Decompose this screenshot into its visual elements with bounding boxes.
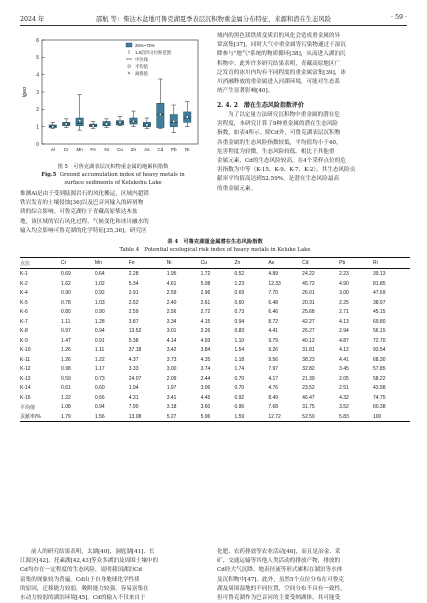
- x-tick-label: Ri: [185, 147, 190, 152]
- table-cell: 2.09: [166, 375, 177, 382]
- table-cell: 20.31: [302, 299, 315, 306]
- table-cell: 1.22: [94, 356, 105, 363]
- table-cell: K-9: [20, 337, 28, 344]
- table-row: [20, 393, 410, 403]
- x-tick-label: As: [144, 147, 150, 152]
- figure-caption-cn: 图 5 可鲁克湖表层沉积物重金属的地累积指数: [57, 164, 169, 170]
- table-cell: 4.35: [200, 356, 211, 363]
- table-cell: 100: [373, 412, 410, 422]
- y-tick-label: 0: [36, 141, 39, 148]
- table-cell: K-6: [20, 309, 28, 316]
- table-cell: 4.93: [200, 337, 211, 344]
- table-cell: 52.59: [302, 412, 339, 422]
- text-line: 输入均会影响可鲁克湖的化学特征[35,36]。研究区: [20, 227, 147, 234]
- table-cell: 6.46: [268, 309, 279, 316]
- mean-marker: [146, 124, 148, 126]
- table-cell: 0.59: [61, 375, 71, 382]
- table-row: [20, 317, 410, 327]
- table-cell: 7.68: [268, 404, 279, 411]
- text-line: 域内的黑色镁铁质变质岩的风化会造成重金属的异: [217, 33, 341, 39]
- table-cell: 39.13: [372, 271, 386, 278]
- table-row: [20, 288, 410, 298]
- table-cell: 0.97: [61, 328, 71, 335]
- table-cell: K-15: [20, 394, 31, 401]
- text-line: 质的综合影响。可鲁克湖位于青藏高原柴达木盆: [20, 209, 138, 216]
- table-cell: 31.81: [302, 347, 315, 354]
- table-cell: 0.70: [234, 375, 245, 382]
- table-cell: K-11: [20, 356, 31, 363]
- table-cell: 2.40: [166, 299, 177, 306]
- table-title-en: Table 4 Potential ecological risk index of heavy metals in Keluke Lake: [119, 247, 311, 253]
- table-cell: 4.17: [268, 375, 279, 382]
- table-cell: 0.52: [234, 271, 245, 278]
- plot-frame: [42, 40, 198, 144]
- table-row: [20, 412, 410, 422]
- mean-marker: [132, 120, 134, 122]
- table-row: [20, 326, 410, 336]
- mean-marker: [79, 120, 81, 122]
- legend-outlier-swatch: [128, 72, 130, 74]
- table-row: [20, 279, 410, 289]
- table-cell: K-12: [20, 366, 31, 373]
- table-cell: 0.60: [94, 385, 105, 392]
- text-line: 化肥、农药排放等农业活动[46]，而且是冶金、采: [217, 549, 341, 555]
- table-cell: 24.07: [128, 375, 142, 382]
- text-line: 水动力较弱的湖泊环境[45]。Cd的输入不仅来自于: [20, 595, 146, 602]
- table-cell: 4.41: [339, 356, 349, 363]
- mean-marker: [52, 126, 54, 128]
- table-header-5: Cu: [201, 258, 235, 269]
- mean-marker: [65, 123, 67, 125]
- table-cell: 1.03: [94, 299, 105, 306]
- right-paragraph-2: [217, 111, 409, 194]
- table-cell: 3.73: [166, 356, 177, 363]
- text-line: 铁岩发育的土壤侵蚀[36]以及巴音河输入的碎屑物: [20, 200, 144, 207]
- legend-box-swatch: [126, 43, 132, 47]
- y-tick-label: 5: [36, 55, 39, 62]
- table-cell: 5.38: [128, 337, 139, 344]
- table-cell: 23.52: [302, 385, 315, 392]
- table-cell: 4.12: [339, 347, 349, 354]
- text-line: 为了以定量方法研究沉积物中重金属的潜在危: [228, 112, 340, 118]
- y-tick-label: 4: [36, 72, 39, 79]
- table-cell: 4.45: [200, 394, 211, 401]
- table-cell: 贡献率/%: [20, 412, 61, 422]
- text-line: Cd经大气沉降、地表径流等形式累积在湖泊等水体: [217, 567, 343, 574]
- table-cell: 26.27: [302, 328, 315, 335]
- table-cell: 0.92: [234, 394, 245, 401]
- table-cell: 46.47: [302, 394, 315, 401]
- table-row: [20, 383, 410, 393]
- table-cell: 0.94: [94, 328, 105, 335]
- x-tick-label: Cr: [63, 147, 69, 152]
- text-line: 的原因，迁移能力较弱，吸附能力较强，容易富集在: [20, 585, 149, 592]
- table-cell: 0.92: [94, 290, 105, 297]
- box-plot-chart: [18, 32, 208, 160]
- table-row: [20, 364, 410, 374]
- table-cell: 9.79: [268, 337, 279, 344]
- text-line: 统产生显著影响[40]。: [217, 88, 274, 95]
- table-header-1: Cr: [61, 258, 95, 269]
- mean-marker: [159, 113, 161, 115]
- table-cell: 0.94: [234, 318, 245, 325]
- table-cell: 1.56: [95, 412, 129, 422]
- table-cell: K-2: [20, 280, 28, 287]
- text-line: 常富集[37]，同时大气中重金属等污染物通过干湿沉: [217, 42, 346, 49]
- table-cell: 47.69: [372, 290, 386, 297]
- text-line: 害指数为中等（K-15、K-9、K-7、K-2），其生态风险贡: [217, 167, 356, 174]
- table-cell: 2.52: [128, 299, 139, 306]
- table-header-2: Mn: [95, 258, 129, 269]
- table-cell: 1.17: [94, 366, 105, 373]
- table-cell: 0.64: [94, 271, 105, 278]
- x-tick-label: Pb: [170, 147, 177, 152]
- table-cell: 3.34: [166, 318, 177, 325]
- table-cell: 1.54: [234, 347, 245, 354]
- table-cell: 4.76: [268, 385, 279, 392]
- table-cell: K-10: [20, 347, 31, 354]
- table-cell: 7.70: [268, 290, 279, 297]
- x-tick-label: Ni: [104, 147, 109, 152]
- header-year: 2024 年: [20, 16, 45, 23]
- table-cell: 60.38: [372, 404, 386, 411]
- legend-label: 25%~75%: [135, 42, 155, 48]
- table-row: [20, 355, 410, 365]
- legend-label: 中位线: [135, 56, 148, 62]
- table-title-cn: 表 4 可鲁克湖重金属潜在生态风险指数: [167, 239, 263, 245]
- table-cell: 4.32: [339, 394, 349, 401]
- table-cell: 1.11: [94, 347, 105, 354]
- table-cell: 81.85: [372, 280, 386, 287]
- table-cell: 72.70: [372, 337, 386, 344]
- table-cell: 8.72: [268, 318, 279, 325]
- table-cell: 1.22: [61, 394, 71, 401]
- table-cell: 0.73: [94, 375, 105, 382]
- mean-marker: [92, 125, 94, 127]
- table-cell: 45.15: [372, 309, 386, 316]
- table-cell: 2.44: [200, 375, 211, 382]
- y-tick-label: 2: [36, 107, 39, 114]
- text-line: 害程度，本研究计算了9种重金属的潜在生态风险: [217, 121, 339, 128]
- table-cell: 3.18: [166, 404, 177, 411]
- table-cell: 0.90: [61, 290, 71, 297]
- text-line: 湖及周围湿地的不同位置，空间分布不具有一致性，: [217, 585, 346, 592]
- figure-caption-en-line1: Ground accumulation index of heavy metals in: [59, 172, 185, 178]
- table-cell: 3.33: [128, 366, 139, 373]
- x-tick-label: Mn: [76, 147, 83, 152]
- table-header-6: Zn: [234, 258, 268, 269]
- table-cell: 3.60: [200, 404, 211, 411]
- text-line: 富集的现象较为普遍。Cd由于自身地球化学性质: [20, 576, 140, 583]
- text-line: 及沉积物中[47]。此外，虽然5个点位分布在可鲁克: [217, 576, 344, 583]
- text-line: Cd均存在一定程度的生态风险，说明我国湖泊Cd: [20, 567, 143, 574]
- risk-index-table: [20, 257, 410, 422]
- table-cell: 0.90: [94, 309, 105, 316]
- table-cell: 3.42: [166, 347, 177, 354]
- x-tick-label: Cu: [117, 147, 123, 152]
- text-line: 积物中。此外许多研究结果表明，青藏高原地区广: [217, 60, 341, 67]
- table-cell: 2.72: [200, 309, 211, 316]
- figure-caption: [18, 163, 208, 187]
- table-cell: 4.13: [339, 318, 349, 325]
- table-cell: 38.97: [372, 299, 386, 306]
- table-cell: 5.83: [339, 412, 373, 422]
- table-cell: 5.08: [200, 280, 211, 287]
- table-cell: 5.96: [201, 412, 235, 422]
- table-cell: 4.15: [200, 318, 211, 325]
- table-header-7: As: [268, 258, 302, 269]
- mean-marker: [186, 116, 188, 118]
- left-paragraph: [20, 190, 208, 236]
- table-cell: 7.97: [268, 366, 279, 373]
- table-cell: 1.02: [94, 280, 105, 287]
- table-cell: 2.59: [166, 290, 177, 297]
- table-cell: 0.60: [234, 299, 245, 306]
- x-tick-label: Zn: [130, 147, 137, 152]
- text-line: 推测Al是由于受到陆源岩石的风化搬运，区域内超镁: [20, 191, 149, 197]
- table-cell: 2.23: [339, 271, 349, 278]
- table-cell: 0.73: [234, 309, 245, 316]
- table-cell: 4.37: [128, 356, 139, 363]
- table-header-9: Pb: [339, 258, 373, 269]
- table-title: [20, 238, 410, 254]
- table-cell: K-13: [20, 375, 31, 382]
- table-cell: 3.52: [339, 404, 349, 411]
- table-cell: 0.91: [94, 337, 105, 344]
- table-cell: 1.08: [61, 404, 71, 411]
- table-cell: K-7: [20, 318, 28, 325]
- table-cell: 13.08: [129, 412, 167, 422]
- legend-mean-swatch: [128, 65, 130, 67]
- table-cell: 1.26: [61, 356, 71, 363]
- table-cell: 40.12: [302, 337, 315, 344]
- table-cell: 0.83: [234, 328, 245, 335]
- table-cell: 0.70: [234, 385, 245, 392]
- table-cell: 0.98: [61, 366, 71, 373]
- table-cell: 93.54: [372, 347, 386, 354]
- table-cell: 4.87: [339, 337, 349, 344]
- table-cell: 1.74: [234, 366, 245, 373]
- table-cell: 1.47: [61, 337, 71, 344]
- table-cell: 2.71: [339, 309, 349, 316]
- table-row: [20, 336, 410, 346]
- table-cell: 3.41: [166, 394, 177, 401]
- table-cell: 12.72: [268, 412, 302, 422]
- table-cell: 3.06: [200, 385, 211, 392]
- table-row: [20, 298, 410, 308]
- x-tick-label: Fe: [90, 147, 96, 152]
- table-cell: 37.18: [128, 347, 142, 354]
- table-cell: 2.25: [339, 299, 349, 306]
- table-cell: 43.98: [372, 385, 386, 392]
- table-cell: 3.84: [200, 347, 211, 354]
- table-row: [20, 345, 410, 355]
- text-line: 危害程度为轻微，生态风险较低。相比于其他重: [217, 148, 335, 155]
- table-cell: 2.59: [128, 309, 139, 316]
- table-cell: 25.68: [302, 309, 315, 316]
- text-line: 川消融释放的重金属进入河湖环境，可能对生态系: [217, 79, 341, 86]
- text-line: 地，该区域的岩石风化过程、气候变化和冰川融水的: [20, 218, 149, 225]
- text-line: 各重金属的生态风险指数较低，平均值均小于40，: [217, 139, 342, 146]
- table-cell: 56.15: [372, 328, 386, 335]
- table-header-8: Cd: [302, 258, 339, 269]
- table-cell: 2.91: [128, 290, 139, 297]
- table-cell: 42.27: [302, 318, 315, 325]
- table-cell: 1.11: [61, 318, 71, 325]
- table-cell: 0.94: [94, 404, 105, 411]
- box-Mn: [76, 118, 83, 126]
- table-cell: 0.69: [234, 290, 245, 297]
- legend-label: 平均值: [135, 63, 148, 69]
- table-cell: 1.79: [61, 412, 95, 422]
- table-cell: 7.90: [128, 404, 139, 411]
- table-cell: 1.10: [234, 337, 245, 344]
- text-line: 的重金属元素。: [217, 185, 257, 192]
- mean-marker: [105, 123, 107, 125]
- y-axis-label: Igeo: [22, 86, 28, 98]
- y-tick-label: 1: [36, 124, 39, 131]
- legend-label: 1.5倍四分位距范围: [135, 49, 172, 55]
- table-cell: 74.75: [372, 394, 386, 401]
- table-cell: K-5: [20, 299, 28, 306]
- text-line: 献率平均值高达到52.59%，是潜在生态风险最高: [217, 176, 340, 183]
- running-header: [20, 12, 407, 26]
- table-cell: 32.82: [302, 366, 315, 373]
- table-cell: 3.87: [128, 318, 139, 325]
- right-paragraph-1: [217, 32, 409, 96]
- table-cell: 3.74: [200, 366, 211, 373]
- table-header-4: Ni: [167, 258, 201, 269]
- table-cell: 24.22: [302, 271, 315, 278]
- table-header-3: Fe: [129, 258, 167, 269]
- header-page-number: · 59 ·: [390, 14, 407, 21]
- mean-marker: [119, 121, 121, 123]
- table-cell: 6.48: [268, 299, 279, 306]
- table-cell: 1.28: [94, 318, 105, 325]
- table-cell: 1.95: [166, 271, 177, 278]
- table-row: [20, 307, 410, 317]
- table-cell: 1.97: [166, 385, 177, 392]
- table-row: [20, 402, 410, 412]
- table-cell: 3.45: [339, 366, 349, 373]
- table-cell: 5.34: [128, 280, 139, 287]
- table-cell: 3.26: [200, 328, 211, 335]
- text-line: 矿、交通运输等其他人类活动的排放产物，排放的: [217, 558, 341, 565]
- figure-caption-label: Fig.5: [41, 172, 57, 178]
- table-cell: 5.27: [167, 412, 201, 422]
- table-cell: 4.14: [166, 337, 177, 344]
- table-cell: 2.61: [200, 299, 211, 306]
- table-cell: 4.90: [339, 280, 349, 287]
- table-cell: K-1: [20, 271, 28, 278]
- text-line: 前人的研究结果表明，太湖[40]、洞庭湖[41]、长: [31, 549, 155, 555]
- table-cell: K-8: [20, 328, 28, 335]
- table-cell: 4.61: [166, 280, 177, 287]
- table-cell: 13.52: [128, 328, 142, 335]
- table-cell: 0.96: [234, 404, 245, 411]
- table-cell: 1.23: [234, 280, 245, 287]
- table-cell: 9.26: [268, 347, 279, 354]
- table-cell: 45.72: [302, 280, 315, 287]
- text-line: 指数，如表4所示。除Cd外，可鲁克湖表层沉积物: [217, 130, 341, 137]
- table-cell: 4.41: [268, 328, 279, 335]
- table-cell: 1.18: [234, 356, 245, 363]
- table-cell: 12.33: [268, 280, 281, 287]
- table-row: [20, 269, 410, 279]
- table-cell: 3.01: [166, 328, 177, 335]
- table-cell: 69.80: [372, 318, 386, 325]
- table-cell: 8.49: [268, 394, 279, 401]
- legend-label: 离群值: [135, 70, 148, 76]
- table-cell: K-14: [20, 385, 31, 392]
- table-cell: 1.59: [234, 412, 268, 422]
- table-cell: 3.00: [166, 366, 177, 373]
- table-cell: 68.30: [372, 356, 386, 363]
- table-cell: K-4: [20, 290, 28, 297]
- table-cell: 9.56: [268, 356, 279, 363]
- table-cell: 1.94: [128, 385, 139, 392]
- table-cell: 57.85: [372, 366, 386, 373]
- mean-marker: [173, 120, 175, 122]
- table-cell: 2.94: [339, 328, 349, 335]
- text-line: 泛发育的冰川内均有不同程度的重金属富集[39]，冰: [217, 69, 346, 76]
- table-cell: 1.72: [200, 271, 211, 278]
- section-heading: 2. 4. 2 潜在生态风险指数评价: [217, 102, 304, 109]
- table-cell: 3.00: [339, 290, 349, 297]
- y-tick-label: 3: [36, 89, 39, 96]
- x-tick-label: Cd: [157, 147, 164, 152]
- table-cell: 0.66: [94, 394, 105, 401]
- text-line: 江源区[42]、托素湖[42,43]等众多湖泊及周围土壤中的: [20, 558, 159, 565]
- table-cell: 4.89: [268, 271, 279, 278]
- table-cell: 2.96: [200, 290, 211, 297]
- table-cell: 2.51: [339, 385, 349, 392]
- table-cell: 0.69: [61, 271, 71, 278]
- figure-caption-en-line2: surface sediments of Kelukehu Lake: [64, 180, 162, 186]
- table-cell: 2.28: [128, 271, 139, 278]
- table-cell: 31.75: [302, 404, 315, 411]
- table-cell: 平均值: [20, 404, 36, 411]
- table-header-10: Ri: [373, 258, 410, 269]
- table-cell: 38.23: [302, 356, 315, 363]
- text-line: 但可鲁克湖作为巴音河的主要受纳湖体，其可能受: [217, 595, 341, 602]
- table-header-0: 点位: [20, 258, 61, 269]
- table-cell: 4.31: [128, 394, 139, 401]
- table-cell: 1.62: [61, 280, 71, 287]
- y-tick-label: 6: [36, 37, 39, 44]
- table-cell: 2.05: [339, 375, 349, 382]
- table-cell: 0.80: [61, 309, 71, 316]
- bottom-right-paragraph: [217, 548, 409, 603]
- table-cell: 1.26: [61, 347, 71, 354]
- header-title: 邵航 等：柴达木盆地可鲁克湖夏季表层沉积物重金属分布特征、来源和潜在生态风险: [96, 16, 331, 23]
- text-line: 降参与"地气"系统的物质循环[38]，从而进入湖泊沉: [217, 51, 346, 58]
- table-cell: 58.22: [372, 375, 386, 382]
- table-cell: 26.01: [302, 290, 315, 297]
- table-cell: 0.61: [61, 385, 71, 392]
- text-line: 金属元素，Cd的生态风险较高，在4个采样点位的危: [217, 158, 346, 165]
- x-tick-label: Al: [50, 147, 55, 152]
- table-cell: 2.56: [166, 309, 177, 316]
- table-row: [20, 374, 410, 384]
- table-cell: 21.39: [302, 375, 315, 382]
- table-cell: 0.78: [61, 299, 71, 306]
- bottom-left-paragraph: [20, 548, 210, 603]
